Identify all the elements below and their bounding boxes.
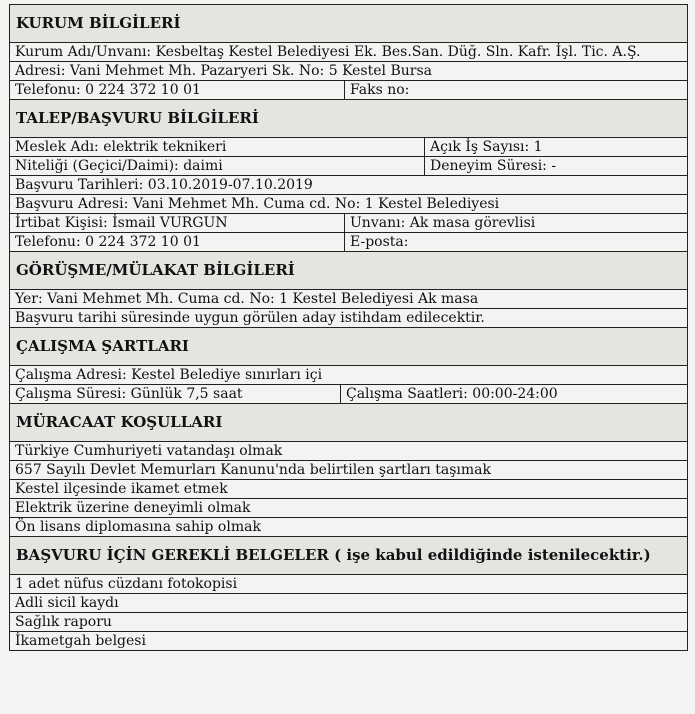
muracaat-item-text: Elektrik üzerine deneyimli olmak (15, 500, 251, 516)
row-talep-iletisim (10, 232, 687, 251)
muracaat-item-text: Ön lisans diplomasına sahip olmak (15, 519, 261, 535)
muracaat-item-text: Kestel ilçesinde ikamet etmek (15, 481, 228, 497)
row-kurum-adi (10, 42, 687, 61)
kurum-adres: Adresi: Vani Mehmet Mh. Pazaryeri Sk. No: 5 Kestel Bursa (15, 63, 432, 79)
row-talep-irtibat (10, 213, 687, 232)
section-talep-title: TALEP/BAŞVURU BİLGİLERİ (10, 99, 687, 137)
calisma-sure: Çalışma Süresi: Günlük 7,5 saat (15, 386, 243, 402)
talep-deneyim: Deneyim Süresi: - (424, 157, 687, 175)
muracaat-item-text: Türkiye Cumhuriyeti vatandaşı olmak (15, 443, 283, 459)
belge-item-text: 1 adet nüfus cüzdanı fotokopisi (15, 576, 238, 592)
row-talep-adres (10, 194, 687, 213)
section-kurum-title: KURUM BİLGİLERİ (10, 4, 687, 42)
muracaat-item (10, 460, 687, 479)
calisma-saatler: Çalışma Saatleri: 00:00-24:00 (340, 385, 687, 403)
belge-item-text: Sağlık raporu (15, 614, 112, 630)
muracaat-item (10, 498, 687, 517)
talep-meslek: Meslek Adı: elektrik teknikeri (15, 139, 227, 155)
gorusme-yer: Yer: Vani Mehmet Mh. Cuma cd. No: 1 Kestel Belediyesi Ak masa (15, 291, 479, 307)
row-talep-meslek (10, 137, 687, 156)
talep-acik-is: Açık İş Sayısı: 1 (424, 138, 687, 156)
talep-eposta: E-posta: (344, 233, 687, 251)
muracaat-item-text: 657 Sayılı Devlet Memurları Kanunu'nda belirtilen şartları taşımak (15, 462, 491, 478)
kurum-adi: Kurum Adı/Unvanı: Kesbeltaş Kestel Belediyesi Ek. Bes.San. Düğ. Sln. Kafr. İşl. Tic. A.Ş. (15, 44, 641, 60)
belge-item (10, 612, 687, 631)
talep-unvan: Unvanı: Ak masa görevlisi (344, 214, 687, 232)
gorusme-not: Başvuru tarihi süresinde uygun görülen aday istihdam edilecektir. (15, 310, 485, 326)
muracaat-item (10, 441, 687, 460)
talep-niteligi: Niteliği (Geçici/Daimi): daimi (15, 158, 223, 174)
application-form (9, 4, 688, 651)
row-talep-nitelik (10, 156, 687, 175)
row-gorusme-yer (10, 289, 687, 308)
kurum-faks: Faks no: (344, 81, 687, 99)
muracaat-item (10, 479, 687, 498)
row-kurum-iletisim (10, 80, 687, 99)
muracaat-item (10, 517, 687, 536)
belge-item-text: Adli sicil kaydı (15, 595, 119, 611)
talep-telefon: Telefonu: 0 224 372 10 01 (15, 234, 201, 250)
talep-irtibat: İrtibat Kişisi: İsmail VURGUN (15, 215, 228, 231)
section-muracaat-title: MÜRACAAT KOŞULLARI (10, 403, 687, 441)
row-calisma-adres (10, 365, 687, 384)
belge-item-text: İkametgah belgesi (15, 633, 146, 649)
talep-adres: Başvuru Adresi: Vani Mehmet Mh. Cuma cd. No: 1 Kestel Belediyesi (15, 196, 500, 212)
row-talep-tarihler (10, 175, 687, 194)
section-gorusme-title: GÖRÜŞME/MÜLAKAT BİLGİLERİ (10, 251, 687, 289)
section-calisma-title: ÇALIŞMA ŞARTLARI (10, 327, 687, 365)
belge-item (10, 574, 687, 593)
row-gorusme-not (10, 308, 687, 327)
row-kurum-adres (10, 61, 687, 80)
belge-item (10, 631, 687, 651)
belge-item (10, 593, 687, 612)
section-belgeler-title: BAŞVURU İÇİN GEREKLİ BELGELER ( işe kabul edildiğinde istenilecektir.) (10, 536, 687, 574)
calisma-adres: Çalışma Adresi: Kestel Belediye sınırları içi (15, 367, 323, 383)
talep-tarihler: Başvuru Tarihleri: 03.10.2019-07.10.2019 (15, 177, 313, 193)
row-calisma-sure (10, 384, 687, 403)
kurum-telefon: Telefonu: 0 224 372 10 01 (15, 82, 201, 98)
